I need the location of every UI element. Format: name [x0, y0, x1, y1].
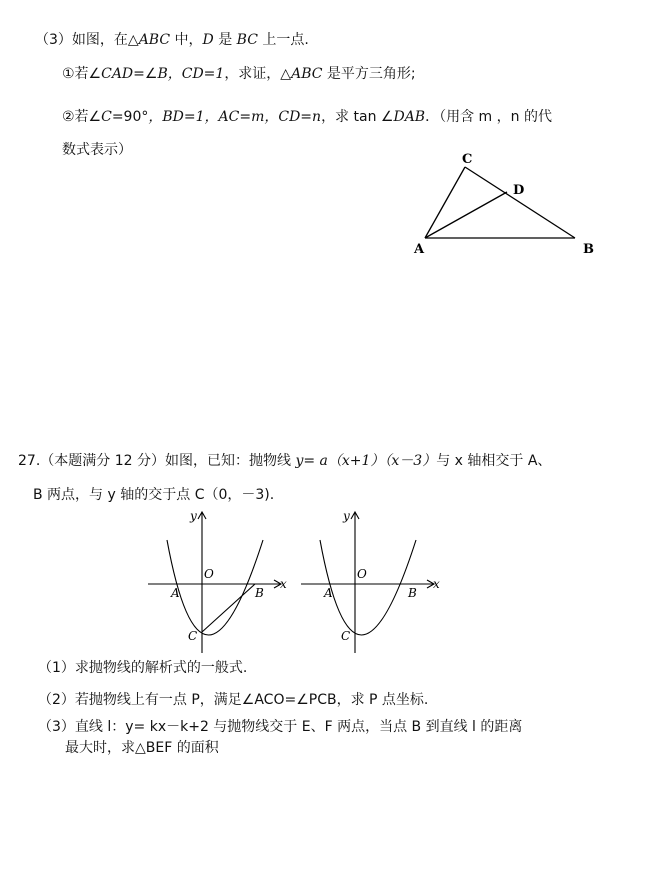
q27-intro: 27.（本题满分 12 分）如图，已知：抛物线 — [18, 453, 296, 469]
sub1-text: （1）求抛物线的解析式的一般式. — [38, 660, 248, 676]
triangle-abc: ABC — [138, 32, 171, 48]
q2-ask: ，求 tan — [321, 109, 381, 125]
q2-line2: 数式表示） — [62, 142, 132, 158]
label-y: y — [190, 509, 197, 523]
sub3-text-line2: 最大时，求△BEF 的面积 — [65, 740, 219, 756]
part3-question-2-cont — [62, 140, 132, 160]
label-o: O — [204, 567, 214, 581]
angle-c: C — [101, 109, 112, 125]
label-y: y — [343, 509, 350, 523]
q2-tail: ．（用含 m ，n 的代 — [425, 109, 552, 125]
q27-sub-3-cont — [65, 738, 219, 758]
label-a: A — [414, 242, 425, 257]
q1-text: ①若∠ — [62, 66, 102, 82]
label-d: D — [513, 183, 525, 198]
q1-eq: =∠ — [133, 66, 158, 82]
label-x: x — [433, 577, 440, 591]
title-text-mid: 中， — [170, 32, 203, 48]
angle-dab: DAB — [393, 109, 426, 125]
part3-title — [35, 30, 309, 50]
q27-sub-2 — [38, 690, 428, 710]
title-text-suffix: 上一点. — [257, 32, 309, 48]
label-b: B — [583, 242, 594, 257]
q27-line2 — [33, 485, 274, 505]
q27-intro-tail: 与 x 轴相交于 A、 — [436, 453, 552, 469]
label-c: C — [462, 152, 473, 167]
var-m: m — [251, 109, 265, 125]
parabola-graph-2 — [298, 508, 448, 656]
label-x: x — [280, 577, 287, 591]
parabola-equation: y= a（x+1）（x－3） — [295, 453, 437, 469]
label-o: O — [357, 567, 367, 581]
q2-lengths: ，BD=1，AC= — [148, 109, 252, 125]
triangle-abc-2: ABC — [291, 66, 323, 82]
angle-b: B — [157, 66, 168, 82]
q27-sub-1 — [38, 658, 247, 678]
q2-text: ②若∠ — [62, 109, 102, 125]
sub3-text-line1: （3）直线 l：y= kx－k+2 与抛物线交于 E、F 两点，当点 B 到直线 l 的距离 — [38, 719, 523, 735]
label-c: C — [188, 629, 198, 643]
part3-question-2 — [62, 107, 552, 127]
label-a: A — [324, 586, 333, 600]
triangle-figure — [405, 150, 605, 260]
parabola-graph-1 — [145, 508, 295, 656]
side-cb — [465, 167, 575, 238]
angle-cad: CAD — [101, 66, 134, 82]
label-b: B — [255, 586, 264, 600]
q2-deg: =90° — [111, 109, 149, 125]
point-d: D — [202, 32, 214, 48]
segment-bc: BC — [236, 32, 258, 48]
q1-end: 是平方三角形; — [322, 66, 416, 82]
label-a: A — [171, 586, 180, 600]
q1-suffix: ，求证，△ — [224, 66, 292, 82]
cd-value: ，CD=1 — [167, 66, 225, 82]
part3-question-1 — [62, 64, 416, 84]
q27-sub-3 — [38, 717, 522, 737]
sub2-text: （2）若抛物线上有一点 P，满足∠ACO=∠PCB，求 P 点坐标. — [38, 692, 429, 708]
q27-line2-text: B 两点，与 y 轴的交于点 C（0，－3). — [33, 487, 275, 503]
var-n: n — [312, 109, 322, 125]
segment-cb — [202, 584, 255, 632]
title-text-mid2: 是 — [213, 32, 237, 48]
title-text: （3）如图，在△ — [35, 32, 139, 48]
label-b: B — [408, 586, 417, 600]
parabola-curve — [320, 540, 416, 635]
q2-cd: ，CD= — [264, 109, 313, 125]
q27-line1 — [18, 451, 551, 471]
label-c: C — [341, 629, 351, 643]
angle-symbol: ∠ — [380, 109, 394, 125]
